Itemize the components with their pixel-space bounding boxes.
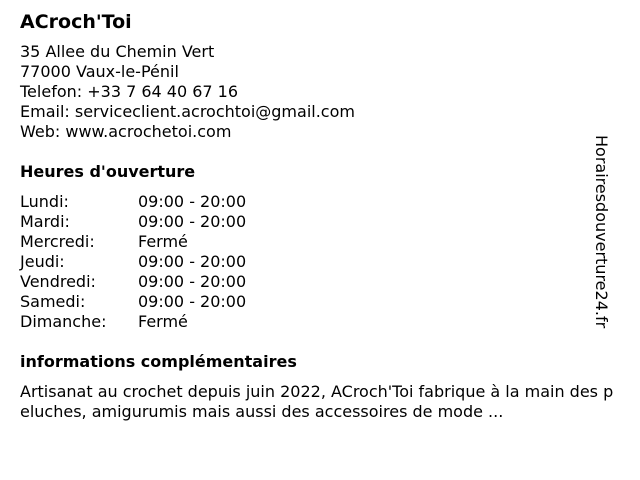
hours-heading: Heures d'ouverture: [20, 162, 196, 181]
hours-row-sunday: [20, 312, 620, 332]
web-line: Web: www.acrochetoi.com: [20, 122, 232, 141]
business-name: ACroch'Toi: [20, 11, 132, 33]
day-label: Vendredi:: [20, 272, 96, 291]
info-description: Artisanat au crochet depuis juin 2022, ACroch'Toi fabrique à la main des peluches, amigurumis mais aussi des accessoires de mode ...: [20, 382, 614, 421]
day-label: Mercredi:: [20, 232, 95, 251]
hours-row-saturday: [20, 292, 620, 312]
hours-row-tuesday: [20, 212, 620, 232]
phone-line: Telefon: +33 7 64 40 67 16: [20, 82, 239, 101]
email-line: Email: serviceclient.acrochtoi@gmail.com: [20, 102, 355, 121]
day-hours: Fermé: [138, 232, 188, 251]
address-line-1: 35 Allee du Chemin Vert: [20, 42, 215, 61]
opening-hours-table: [20, 192, 620, 332]
address-line-2: 77000 Vaux-le-Pénil: [20, 62, 179, 81]
day-hours: 09:00 - 20:00: [138, 192, 247, 211]
hours-row-thursday: [20, 252, 620, 272]
day-hours: 09:00 - 20:00: [138, 272, 247, 291]
day-label: Dimanche:: [20, 312, 107, 331]
site-watermark: Horairesdouverture24.fr: [592, 135, 611, 329]
hours-row-monday: [20, 192, 620, 212]
day-hours: Fermé: [138, 312, 188, 331]
day-hours: 09:00 - 20:00: [138, 212, 247, 231]
day-label: Mardi:: [20, 212, 70, 231]
day-hours: 09:00 - 20:00: [138, 252, 247, 271]
day-label: Lundi:: [20, 192, 69, 211]
info-heading: informations complémentaires: [20, 352, 297, 371]
hours-row-wednesday: [20, 232, 620, 252]
hours-row-friday: [20, 272, 620, 292]
day-label: Samedi:: [20, 292, 86, 311]
day-label: Jeudi:: [20, 252, 65, 271]
business-card: [20, 10, 620, 422]
day-hours: 09:00 - 20:00: [138, 292, 247, 311]
